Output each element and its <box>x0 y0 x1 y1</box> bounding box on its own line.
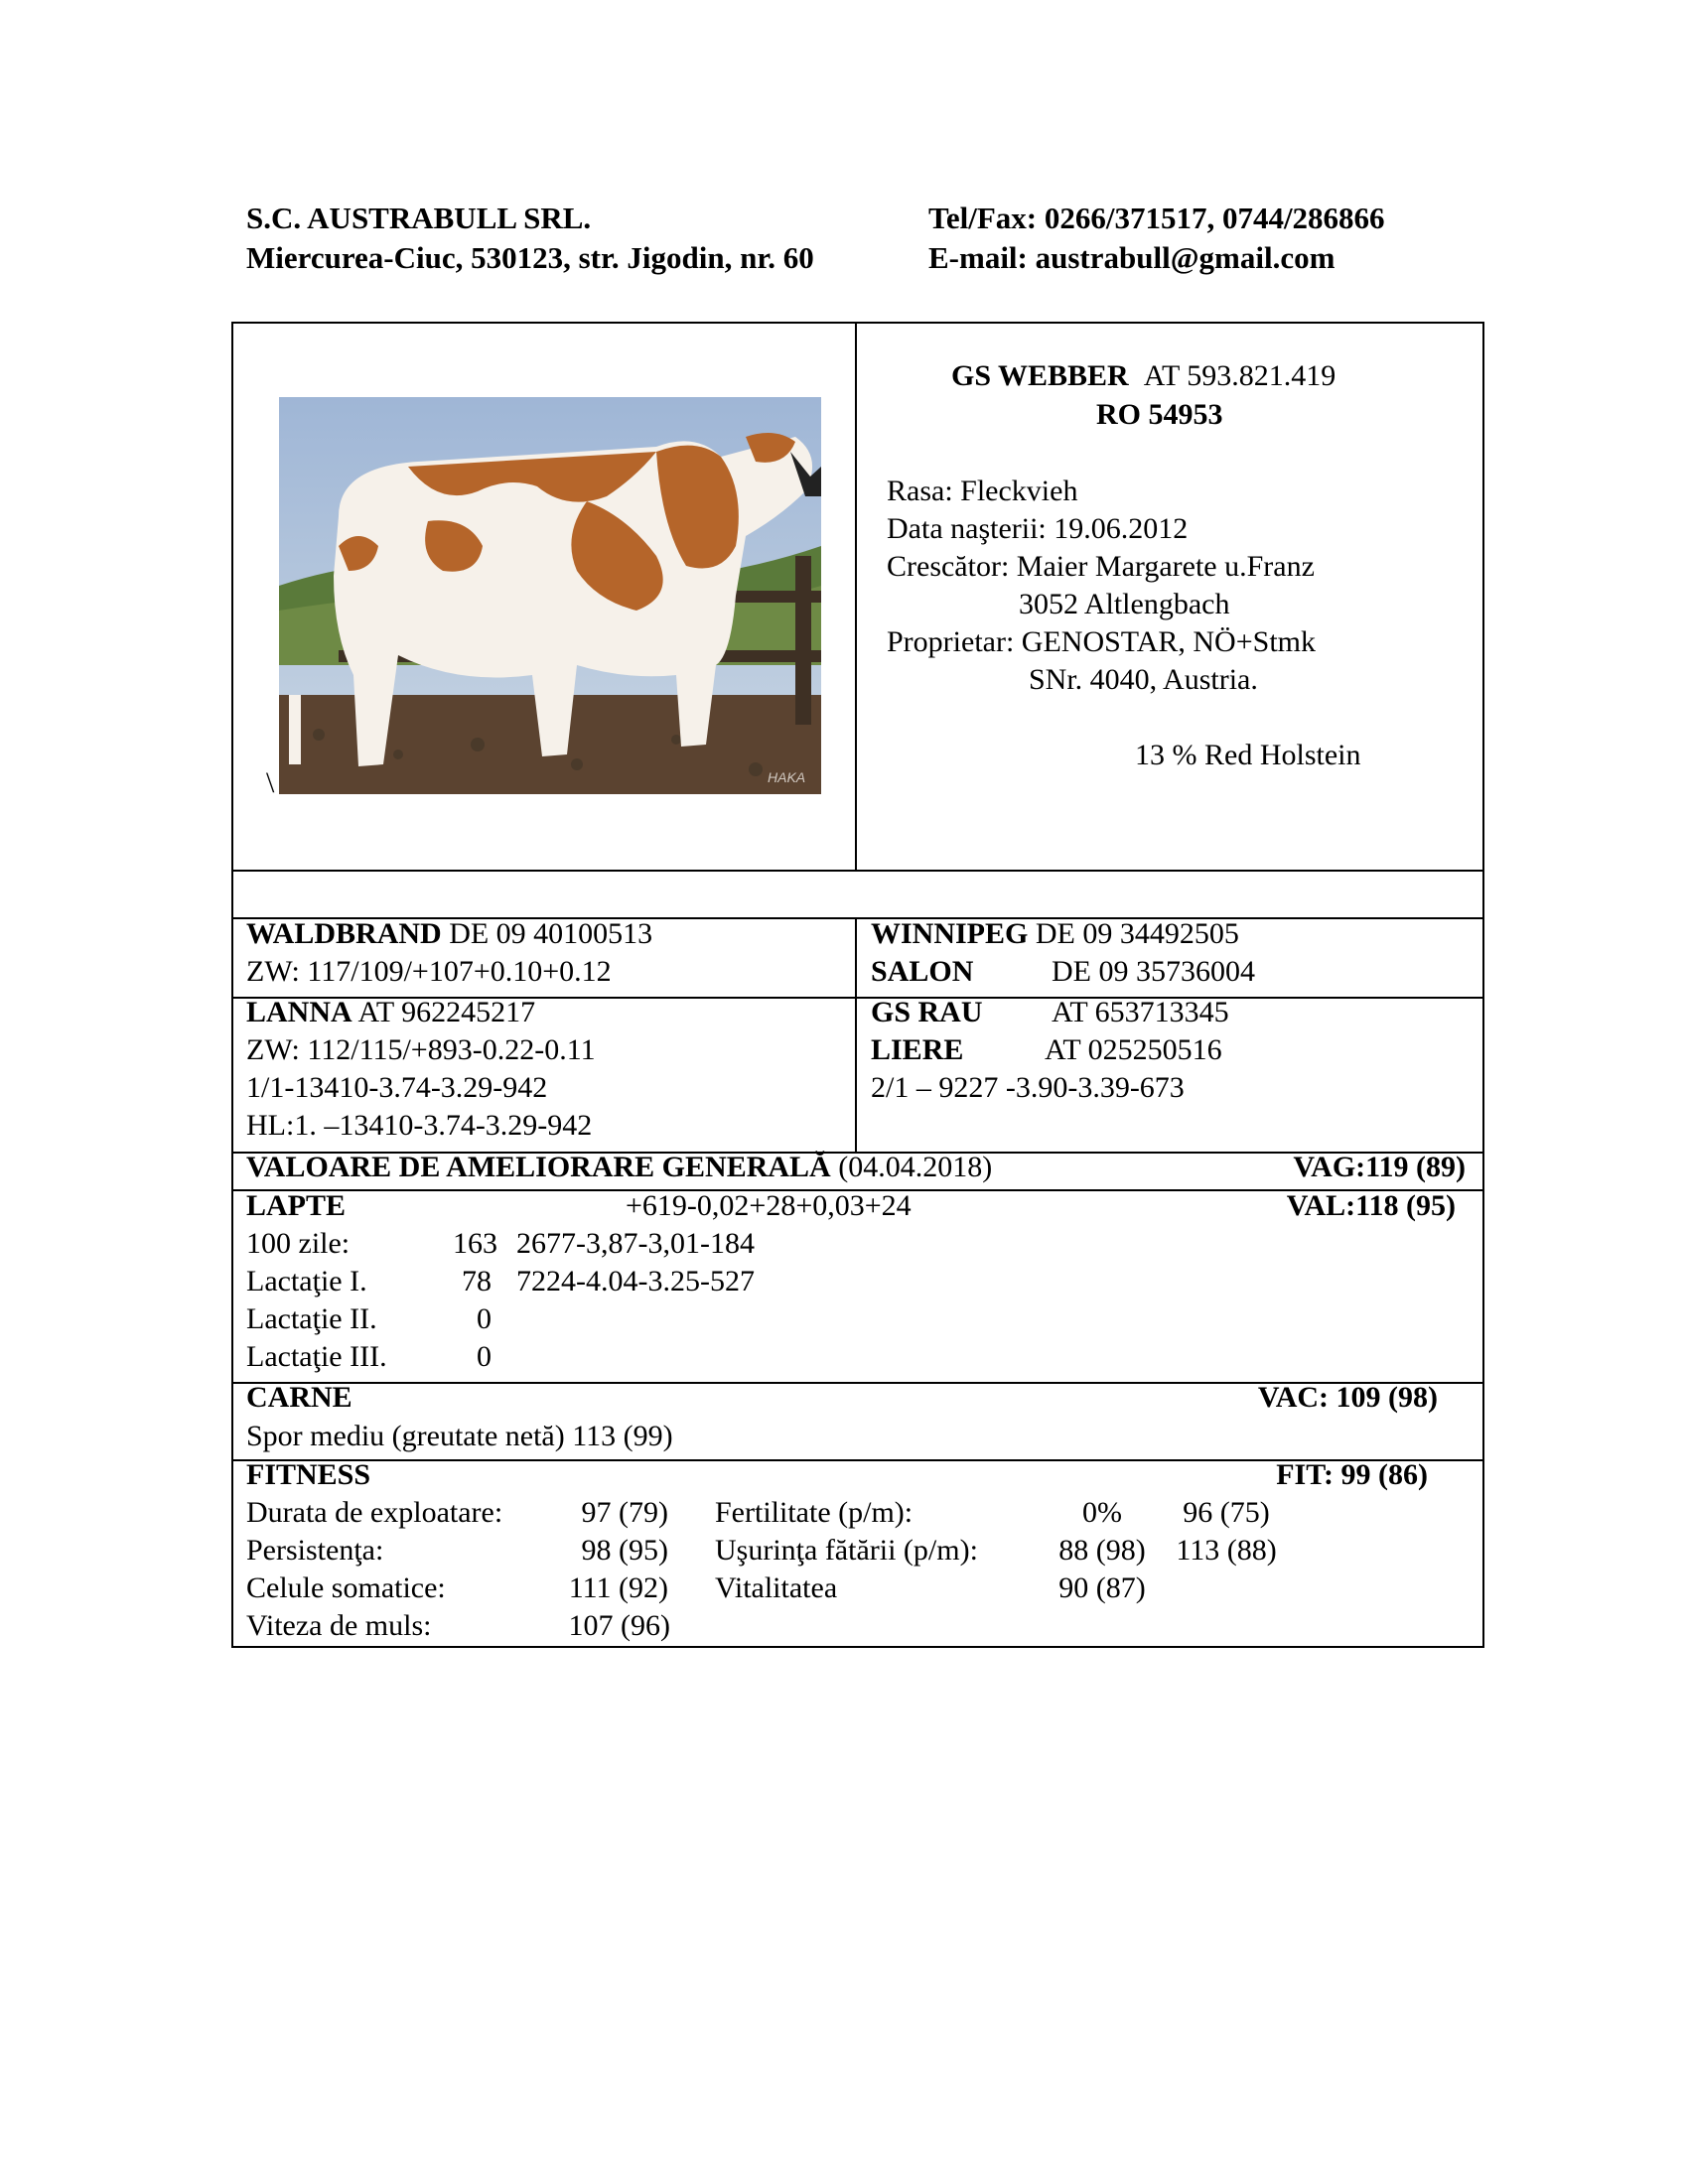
divider-pedigree <box>855 917 857 1154</box>
vag-value: VAG:119 (89) <box>1293 1151 1466 1183</box>
dam-parents-cell <box>871 994 1229 1107</box>
dam-zw: ZW: 112/115/+893-0.22-0.11 <box>246 1033 596 1066</box>
meat-gain: Spor mediu (greutate netă) 113 (99) <box>246 1420 673 1452</box>
dam-cell <box>246 994 596 1145</box>
divider <box>231 870 1484 872</box>
bull-breeder-city: 3052 Altlengbach <box>1019 588 1230 620</box>
bull-photo <box>279 397 821 794</box>
dam-dam-lactation: 2/1 – 9227 -3.90-3.39-673 <box>871 1071 1185 1104</box>
company-address: Miercurea-Ciuc, 530123, str. Jigodin, nr. 60 <box>246 240 814 275</box>
general-value-date: (04.04.2018) <box>830 1151 993 1183</box>
company-email: E-mail: austrabull@gmail.com <box>928 240 1336 275</box>
red-holstein-share: 13 % Red Holstein <box>1135 739 1361 771</box>
divider-top <box>855 322 857 872</box>
bull-breeder: Crescător: Maier Margarete u.Franz <box>887 550 1315 583</box>
bull-breed: Rasa: Fleckvieh <box>887 475 1078 507</box>
bull-name: GS WEBBER <box>951 359 1129 392</box>
sire-parents-cell <box>871 915 1255 991</box>
fitness-right-col <box>715 1494 1291 1607</box>
fitness-header-row <box>246 1456 1428 1494</box>
val-value: VAL:118 (95) <box>1286 1189 1456 1222</box>
sire-cell <box>246 915 652 991</box>
fitness-row: Viteza de muls: 107 (96) <box>246 1609 670 1642</box>
bull-photo-image <box>279 397 821 794</box>
company-header <box>246 199 814 278</box>
sire-zw: ZW: 117/109/+107+0.10+0.12 <box>246 955 612 988</box>
fitness-row: Persistenţa: 98 (95) <box>246 1534 668 1567</box>
company-name: S.C. AUSTRABULL SRL. <box>246 201 592 235</box>
general-value-title: VALOARE DE AMELIORARE GENERALĂ <box>246 1151 831 1183</box>
fit-value: FIT: 99 (86) <box>1276 1458 1428 1491</box>
vac-value: VAC: 109 (98) <box>1257 1381 1438 1414</box>
photo-watermark: HAKA <box>768 769 806 785</box>
milk-row: 100 zile: 163 2677-3,87-3,01-184 <box>246 1227 755 1260</box>
fitness-row: Vitalitatea 90 (87) <box>715 1571 1146 1604</box>
fitness-title: FITNESS <box>246 1458 371 1491</box>
company-phone: Tel/Fax: 0266/371517, 0744/286866 <box>928 201 1385 235</box>
sire-id: DE 09 40100513 <box>441 917 653 950</box>
sire-dam-id: DE 09 35736004 <box>1052 955 1255 988</box>
milk-values: +619-0,02+28+0,03+24 <box>626 1189 912 1222</box>
milk-row: Lactaţie III. 0 <box>246 1340 492 1373</box>
bull-birth-date: Data naşterii: 19.06.2012 <box>887 512 1189 545</box>
sire-sire-id: DE 09 34492505 <box>1028 917 1239 950</box>
fitness-row: Uşurinţa fătării (p/m): 88 (98) 113 (88) <box>715 1534 1277 1567</box>
bull-owner-address: SNr. 4040, Austria. <box>1029 663 1258 696</box>
sire-dam-name: SALON <box>871 955 974 988</box>
dam-dam-name: LIERE <box>871 1033 964 1066</box>
general-value-row <box>246 1149 1466 1186</box>
meat-header-row <box>246 1379 1438 1417</box>
bull-at-id: AT 593.821.419 <box>1143 359 1336 392</box>
milk-row: Lactaţie II. 0 <box>246 1302 492 1335</box>
sire-name: WALDBRAND <box>246 917 442 950</box>
meat-title: CARNE <box>246 1381 352 1414</box>
dam-sire-id: AT 653713345 <box>1052 996 1229 1028</box>
dam-hl: HL:1. –13410-3.74-3.29-942 <box>246 1109 593 1142</box>
milk-row: Lactaţie I. 78 7224-4.04-3.25-527 <box>246 1265 755 1297</box>
milk-title: LAPTE <box>246 1189 347 1222</box>
sire-sire-name: WINNIPEG <box>871 917 1029 950</box>
dam-name: LANNA <box>246 996 352 1028</box>
dam-dam-id: AT 025250516 <box>1045 1033 1222 1066</box>
milk-header-row <box>246 1187 1456 1225</box>
fitness-row: Fertilitate (p/m): 0% 96 (75) <box>715 1496 1270 1529</box>
fitness-left-col <box>246 1494 670 1645</box>
dam-lactation: 1/1-13410-3.74-3.29-942 <box>246 1071 548 1104</box>
milk-rows <box>246 1225 755 1376</box>
bull-ro-id: RO 54953 <box>1096 398 1223 431</box>
fitness-row: Durata de exploatare: 97 (79) <box>246 1496 668 1529</box>
dam-id: AT 962245217 <box>352 996 536 1028</box>
bull-title <box>951 357 1336 395</box>
fitness-row: Celule somatice: 111 (92) <box>246 1571 668 1604</box>
photo-mark: \ <box>266 766 275 799</box>
bull-owner: Proprietar: GENOSTAR, NÖ+Stmk <box>887 625 1316 658</box>
dam-sire-name: GS RAU <box>871 996 983 1028</box>
contact-header <box>928 199 1385 278</box>
